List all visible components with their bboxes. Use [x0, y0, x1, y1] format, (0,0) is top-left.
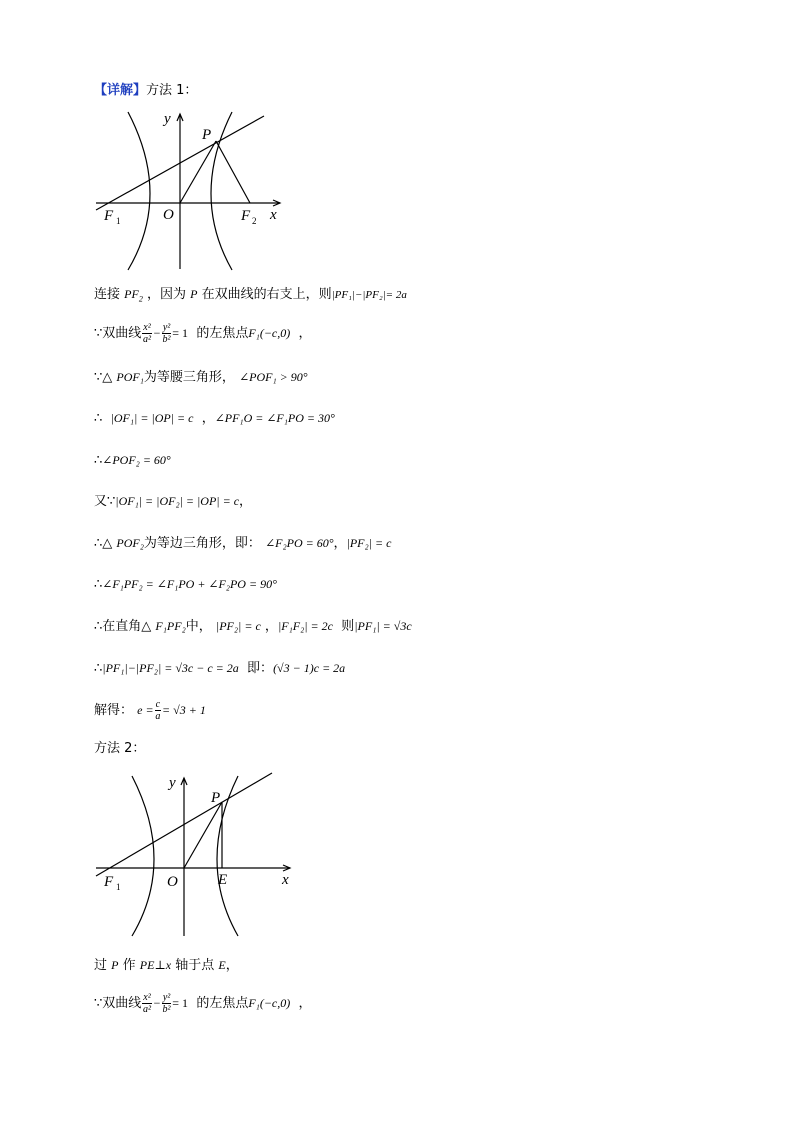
hyperbola-figure-2: [90, 770, 300, 940]
m2-line-1: [94, 956, 239, 975]
label-f1: F: [104, 874, 114, 890]
text: ，: [201, 411, 215, 426]
denominator: a²: [143, 1004, 151, 1015]
hyperbola-figure-1: [90, 106, 290, 276]
label-f1: F: [104, 208, 114, 224]
math: |OF₁| = |OP| = c: [110, 411, 194, 425]
text: 过: [94, 958, 108, 973]
math: ∠F₁PF₂ = ∠F₁PO + ∠F₂PO = 90°: [102, 577, 277, 591]
math: = 1: [172, 326, 189, 340]
text: ∵双曲线: [94, 326, 142, 341]
m1-line-5: [94, 451, 171, 470]
method1-title: 方法 1：: [146, 83, 198, 98]
fraction-x: [142, 992, 151, 1015]
math: −: [152, 996, 161, 1010]
text: ，: [239, 494, 253, 509]
math-sub: 2: [138, 294, 143, 304]
text: 作: [122, 958, 136, 973]
text: 方法 2：: [94, 741, 146, 756]
m2-line-2: [94, 992, 312, 1015]
math: |PF₁|−|PF₂| = √3c − c = 2a: [102, 661, 239, 675]
math: PE⊥x: [139, 958, 172, 972]
label-f2-sub: 2: [252, 216, 257, 226]
label-f1-sub: 1: [116, 882, 121, 892]
text: 即：: [247, 661, 274, 676]
math: ∠F₂PO = 60°: [265, 536, 334, 550]
math: P: [190, 287, 198, 301]
text: ，因为: [146, 287, 186, 302]
text: ，: [264, 619, 278, 634]
math: POF₁: [116, 370, 144, 384]
math: ∠POF₂ = 60°: [102, 453, 171, 467]
m1-line-10: [94, 659, 345, 678]
math: PF: [124, 287, 139, 301]
fraction-y: [162, 992, 171, 1015]
math: |PF₁|−|PF₂|= 2a: [331, 289, 407, 301]
numerator: c: [155, 699, 161, 710]
label-x: x: [282, 872, 289, 888]
label-o: O: [167, 874, 178, 890]
math: = 1: [172, 996, 189, 1010]
solution-header: [94, 82, 197, 100]
math: |PF₁| = √3c: [354, 619, 412, 633]
m1-line-9: [94, 617, 412, 636]
m1-line-11: [94, 699, 206, 722]
math: −: [152, 326, 161, 340]
text: 中，: [185, 619, 212, 634]
text: ，: [298, 996, 312, 1011]
math: P: [111, 958, 119, 972]
math: e =: [137, 703, 154, 717]
text: 在双曲线的右支上，则: [201, 287, 332, 302]
label-o: O: [163, 207, 174, 223]
m1-line-1: [94, 285, 407, 309]
text: ∴在直角△: [94, 619, 152, 634]
solution-label: 【详解】: [94, 83, 147, 98]
text: 又∵: [94, 494, 116, 509]
m1-line-3: [94, 368, 308, 387]
denominator: a: [155, 711, 161, 722]
text: 为等腰三角形，: [143, 370, 235, 385]
text: ∵双曲线: [94, 996, 142, 1011]
numerator: y²: [162, 992, 171, 1003]
method2-title: [94, 740, 145, 758]
segment-pf2: [216, 141, 250, 203]
text: 的左焦点: [196, 326, 249, 341]
math: (√3 − 1)c = 2a: [273, 661, 346, 675]
text: 轴于点: [175, 958, 215, 973]
text: ∴: [94, 453, 103, 468]
math: ∠PF₁O = ∠F₁PO = 30°: [214, 411, 335, 425]
text: ，: [333, 536, 347, 551]
label-p: P: [211, 790, 221, 806]
numerator: x²: [143, 322, 151, 333]
math: POF₂: [116, 536, 144, 550]
numerator: y²: [162, 322, 171, 333]
text: 解得：: [94, 703, 134, 718]
text: ∵△: [94, 370, 113, 385]
label-x: x: [270, 207, 277, 223]
text: ，: [225, 958, 239, 973]
fraction-y: [162, 322, 171, 345]
text: 的左焦点: [196, 996, 249, 1011]
left-branch-curve: [132, 776, 154, 936]
math: |F₁F₂| = 2c: [277, 619, 333, 633]
label-f1-sub: 1: [116, 216, 121, 226]
fraction-c-over-a: [155, 699, 161, 722]
text: ∴: [94, 411, 103, 426]
m1-line-2: [94, 322, 312, 345]
math: E: [218, 958, 226, 972]
math: F₁(−c,0): [248, 996, 291, 1010]
text: ∴: [94, 577, 103, 592]
fraction-x: [142, 322, 151, 345]
text: ∴: [94, 661, 103, 676]
math: |PF₂| = c: [215, 619, 261, 633]
denominator: a²: [143, 334, 151, 345]
m1-line-4: [94, 409, 335, 428]
label-y: y: [169, 775, 176, 791]
text: 为等边三角形，即：: [143, 536, 261, 551]
math: F₁PF₂: [155, 619, 186, 633]
label-f2: F: [241, 208, 251, 224]
math: ∠POF₁ > 90°: [239, 370, 308, 384]
text: ，: [298, 326, 312, 341]
label-e: E: [218, 872, 228, 888]
text: 连接: [94, 287, 121, 302]
text: ∴△: [94, 536, 113, 551]
label-y: y: [164, 111, 171, 127]
math: = √3 + 1: [162, 703, 206, 717]
numerator: x²: [143, 992, 151, 1003]
text: 则: [341, 619, 355, 634]
m1-line-7: [94, 534, 391, 553]
denominator: b²: [162, 1004, 171, 1015]
math: |OF₁| = |OF₂| = |OP| = c: [115, 494, 240, 508]
m1-line-6: [94, 492, 252, 511]
math: F₁(−c,0): [248, 326, 291, 340]
left-branch-curve: [128, 112, 150, 270]
m1-line-8: [94, 575, 277, 594]
segment-op: [184, 802, 222, 868]
math: |PF₂| = c: [346, 536, 392, 550]
label-p: P: [202, 127, 212, 143]
denominator: b²: [162, 334, 171, 345]
